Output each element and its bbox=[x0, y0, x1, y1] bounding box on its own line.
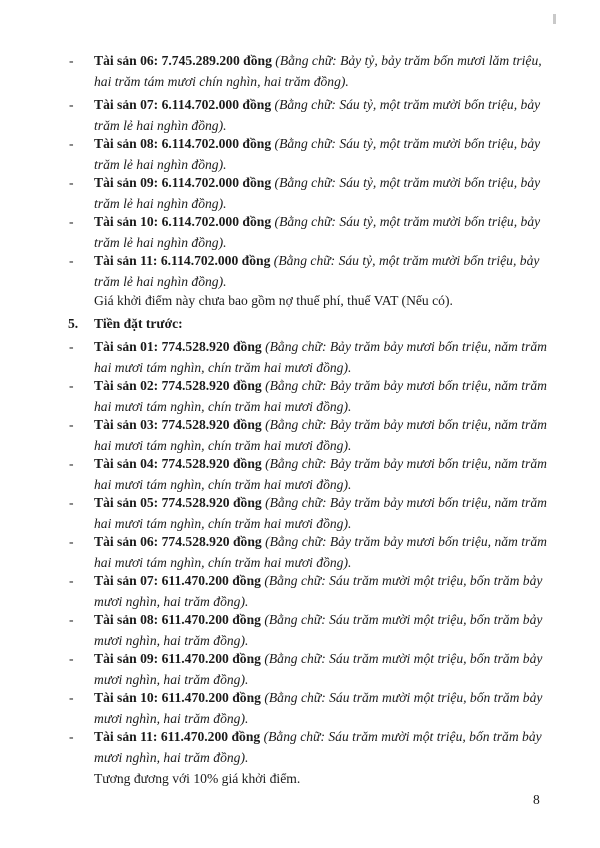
deposit-note: Tương đương với 10% giá khởi điểm. bbox=[94, 771, 301, 786]
asset-deposit-label: Tài sản 07: 611.470.200 đồng bbox=[94, 573, 261, 588]
deposit-in-words-line1: (Bằng chữ: Bảy trăm bảy mươi bốn triệu, năm trăm bbox=[265, 495, 547, 510]
bullet-dash: - bbox=[69, 495, 74, 510]
deposit-in-words-line2: hai mươi tám nghìn, chín trăm hai mươi đồng). bbox=[94, 399, 352, 414]
bullet-dash: - bbox=[69, 417, 74, 432]
bullet-dash: - bbox=[69, 729, 74, 744]
price-in-words-line1: (Bằng chữ: Sáu tỷ, một trăm mười bốn triệu, bảy bbox=[274, 214, 541, 229]
price-in-words-line2: trăm lẻ hai nghìn đồng). bbox=[94, 274, 227, 289]
bullet-dash: - bbox=[69, 175, 74, 190]
price-in-words-line2: trăm lẻ hai nghìn đồng). bbox=[94, 157, 227, 172]
bullet-dash: - bbox=[69, 253, 74, 268]
bullet-dash: - bbox=[69, 97, 74, 112]
asset-deposit-label: Tài sản 08: 611.470.200 đồng bbox=[94, 612, 261, 627]
bullet-dash: - bbox=[69, 136, 74, 151]
bullet-dash: - bbox=[69, 456, 74, 471]
asset-deposit-label: Tài sản 10: 611.470.200 đồng bbox=[94, 690, 261, 705]
price-in-words-line2: trăm lẻ hai nghìn đồng). bbox=[94, 235, 227, 250]
bullet-dash: - bbox=[69, 612, 74, 627]
price-in-words-line1: (Bằng chữ: Sáu tỷ, một trăm mười bốn triệu, bảy bbox=[273, 253, 540, 268]
section-title: Tiền đặt trước: bbox=[94, 316, 183, 331]
deposit-in-words-line2: mươi nghìn, hai trăm đồng). bbox=[94, 633, 249, 648]
asset-price-label: Tài sản 11: 6.114.702.000 đồng bbox=[94, 253, 271, 268]
deposit-in-words-line1: (Bằng chữ: Sáu trăm mười một triệu, bốn trăm bảy bbox=[264, 651, 543, 666]
deposit-in-words-line2: hai mươi tám nghìn, chín trăm hai mươi đồng). bbox=[94, 360, 352, 375]
bullet-dash: - bbox=[69, 690, 74, 705]
bullet-dash: - bbox=[69, 378, 74, 393]
asset-price-label: Tài sản 10: 6.114.702.000 đồng bbox=[94, 214, 272, 229]
price-in-words-line2: trăm lẻ hai nghìn đồng). bbox=[94, 196, 227, 211]
price-in-words-line2: hai trăm tám mươi chín nghìn, hai trăm đồng). bbox=[94, 74, 349, 89]
asset-deposit-label: Tài sản 03: 774.528.920 đồng bbox=[94, 417, 262, 432]
asset-deposit-label: Tài sản 04: 774.528.920 đồng bbox=[94, 456, 262, 471]
asset-deposit-label: Tài sản 01: 774.528.920 đồng bbox=[94, 339, 262, 354]
deposit-in-words-line1: (Bằng chữ: Bảy trăm bảy mươi bốn triệu, năm trăm bbox=[265, 417, 547, 432]
deposit-in-words-line2: mươi nghìn, hai trăm đồng). bbox=[94, 750, 249, 765]
price-in-words-line2: trăm lẻ hai nghìn đồng). bbox=[94, 118, 227, 133]
asset-deposit-label: Tài sản 09: 611.470.200 đồng bbox=[94, 651, 261, 666]
page-number: 8 bbox=[533, 792, 540, 807]
bullet-dash: - bbox=[69, 534, 74, 549]
price-in-words-line1: (Bằng chữ: Sáu tỷ, một trăm mười bốn triệu, bảy bbox=[274, 136, 541, 151]
deposit-in-words-line1: (Bằng chữ: Sáu trăm mười một triệu, bốn trăm bảy bbox=[264, 690, 543, 705]
deposit-in-words-line1: (Bằng chữ: Sáu trăm mười một triệu, bốn trăm bảy bbox=[264, 573, 543, 588]
asset-price-label: Tài sản 06: 7.745.289.200 đồng bbox=[94, 53, 272, 68]
scan-margin-mark bbox=[553, 14, 556, 24]
deposit-in-words-line1: (Bằng chữ: Sáu trăm mười một triệu, bốn trăm bảy bbox=[263, 729, 542, 744]
deposit-in-words-line1: (Bằng chữ: Sáu trăm mười một triệu, bốn trăm bảy bbox=[264, 612, 543, 627]
asset-deposit-label: Tài sản 11: 611.470.200 đồng bbox=[94, 729, 261, 744]
price-in-words-line1: (Bằng chữ: Sáu tỷ, một trăm mười bốn triệu, bảy bbox=[274, 175, 541, 190]
deposit-in-words-line2: mươi nghìn, hai trăm đồng). bbox=[94, 711, 249, 726]
bullet-dash: - bbox=[69, 53, 74, 68]
bullet-dash: - bbox=[69, 573, 74, 588]
asset-deposit-label: Tài sản 02: 774.528.920 đồng bbox=[94, 378, 262, 393]
asset-price-label: Tài sản 07: 6.114.702.000 đồng bbox=[94, 97, 272, 112]
deposit-in-words-line2: mươi nghìn, hai trăm đồng). bbox=[94, 594, 249, 609]
asset-deposit-label: Tài sản 05: 774.528.920 đồng bbox=[94, 495, 262, 510]
deposit-in-words-line1: (Bằng chữ: Bảy trăm bảy mươi bốn triệu, năm trăm bbox=[265, 339, 547, 354]
deposit-in-words-line2: hai mươi tám nghìn, chín trăm hai mươi đồng). bbox=[94, 516, 352, 531]
deposit-in-words-line2: mươi nghìn, hai trăm đồng). bbox=[94, 672, 249, 687]
deposit-in-words-line1: (Bằng chữ: Bảy trăm bảy mươi bốn triệu, năm trăm bbox=[265, 456, 547, 471]
deposit-in-words-line2: hai mươi tám nghìn, chín trăm hai mươi đồng). bbox=[94, 477, 352, 492]
bullet-dash: - bbox=[69, 339, 74, 354]
deposit-in-words-line1: (Bằng chữ: Bảy trăm bảy mươi bốn triệu, năm trăm bbox=[265, 534, 547, 549]
starting-price-note: Giá khởi điểm này chưa bao gồm nợ thuế phí, thuế VAT (Nếu có). bbox=[94, 293, 453, 308]
bullet-dash: - bbox=[69, 651, 74, 666]
asset-price-label: Tài sản 09: 6.114.702.000 đồng bbox=[94, 175, 272, 190]
asset-price-label: Tài sản 08: 6.114.702.000 đồng bbox=[94, 136, 272, 151]
bullet-dash: - bbox=[69, 214, 74, 229]
deposit-in-words-line2: hai mươi tám nghìn, chín trăm hai mươi đồng). bbox=[94, 438, 352, 453]
price-in-words-line1: (Bằng chữ: Bảy tỷ, bảy trăm bốn mươi lăm triệu, bbox=[275, 53, 542, 68]
price-in-words-line1: (Bằng chữ: Sáu tỷ, một trăm mười bốn triệu, bảy bbox=[274, 97, 541, 112]
deposit-in-words-line2: hai mươi tám nghìn, chín trăm hai mươi đồng). bbox=[94, 555, 352, 570]
deposit-in-words-line1: (Bằng chữ: Bảy trăm bảy mươi bốn triệu, năm trăm bbox=[265, 378, 547, 393]
section-number: 5. bbox=[68, 316, 79, 331]
asset-deposit-label: Tài sản 06: 774.528.920 đồng bbox=[94, 534, 262, 549]
